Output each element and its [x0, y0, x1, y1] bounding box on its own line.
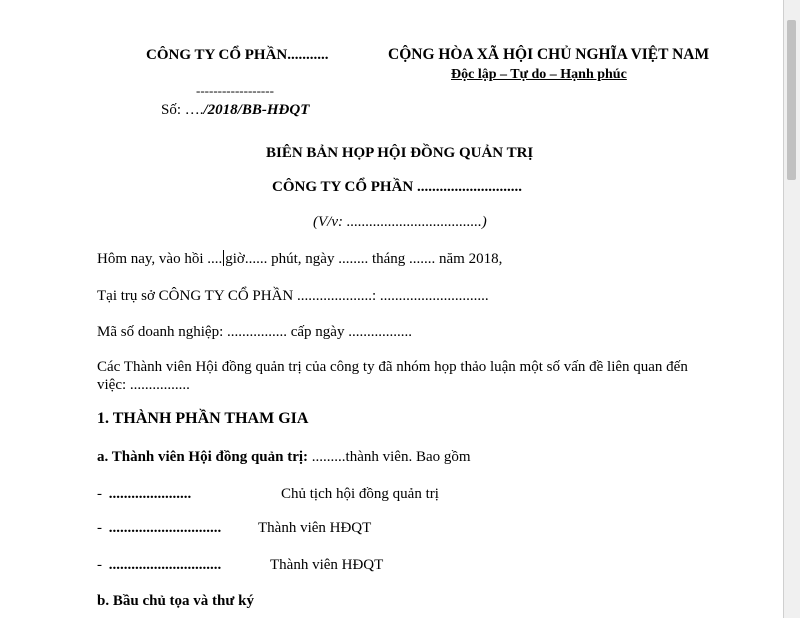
member-dash: - [97, 557, 106, 573]
meeting-location-line: Tại trụ sở CÔNG TY CỔ PHẦN ....................: ............................. [97, 288, 489, 304]
scrollbar-thumb[interactable] [787, 20, 796, 180]
member-row [97, 485, 191, 503]
member-row [97, 556, 221, 574]
meeting-time-line[interactable] [97, 250, 502, 268]
section-1b-heading: b. Bầu chủ tọa và thư ký [97, 593, 254, 609]
members-intro-line-2: việc: ................ [97, 377, 190, 393]
board-members-line [97, 448, 471, 466]
member-role: Chủ tịch hội đồng quản trị [281, 486, 439, 502]
member-row [97, 519, 221, 537]
board-members-count: .........thành viên. Bao gồm [308, 449, 471, 465]
member-name-blank: .............................. [108, 557, 222, 573]
member-dash: - [97, 486, 106, 502]
meeting-time-part2: giờ...... phút, ngày ........ tháng ....... năm 2018, [225, 251, 503, 267]
header-dash-line: ------------------ [196, 83, 274, 98]
member-dash: - [97, 520, 106, 536]
document-title: BIÊN BẢN HỌP HỘI ĐỒNG QUẢN TRỊ [266, 145, 534, 161]
meeting-time-part1: Hôm nay, vào hồi .... [97, 251, 223, 267]
title-company-line: CÔNG TY CỔ PHẦN ............................ [272, 179, 523, 195]
national-motto: Độc lập – Tự do – Hạnh phúc [451, 67, 627, 82]
document-number-label: Số: …. [161, 102, 204, 118]
document-number-value: /2018/BB-HĐQT [203, 102, 310, 118]
nation-title: CỘNG HÒA XÃ HỘI CHỦ NGHĨA VIỆT NAM [388, 46, 710, 63]
member-name-blank: .............................. [108, 520, 222, 536]
company-name-header: CÔNG TY CỔ PHẦN........... [146, 47, 329, 63]
member-role: Thành viên HĐQT [270, 557, 384, 573]
vertical-scrollbar[interactable] [783, 0, 800, 618]
section-1-heading: 1. THÀNH PHẦN THAM GIA [97, 410, 309, 427]
board-members-label: a. Thành viên Hội đồng quản trị: [97, 449, 309, 465]
subject-line: (V/v: ....................................) [313, 214, 487, 230]
member-name-blank: ...................... [108, 486, 192, 502]
members-intro-line: Các Thành viên Hội đồng quản trị của công ty đã nhóm họp thảo luận một số vấn đề liên quan đến [97, 359, 688, 375]
business-code-line: Mã số doanh nghiệp: ................ cấp ngày ................. [97, 324, 412, 340]
member-role: Thành viên HĐQT [258, 520, 372, 536]
document-number [161, 101, 309, 119]
